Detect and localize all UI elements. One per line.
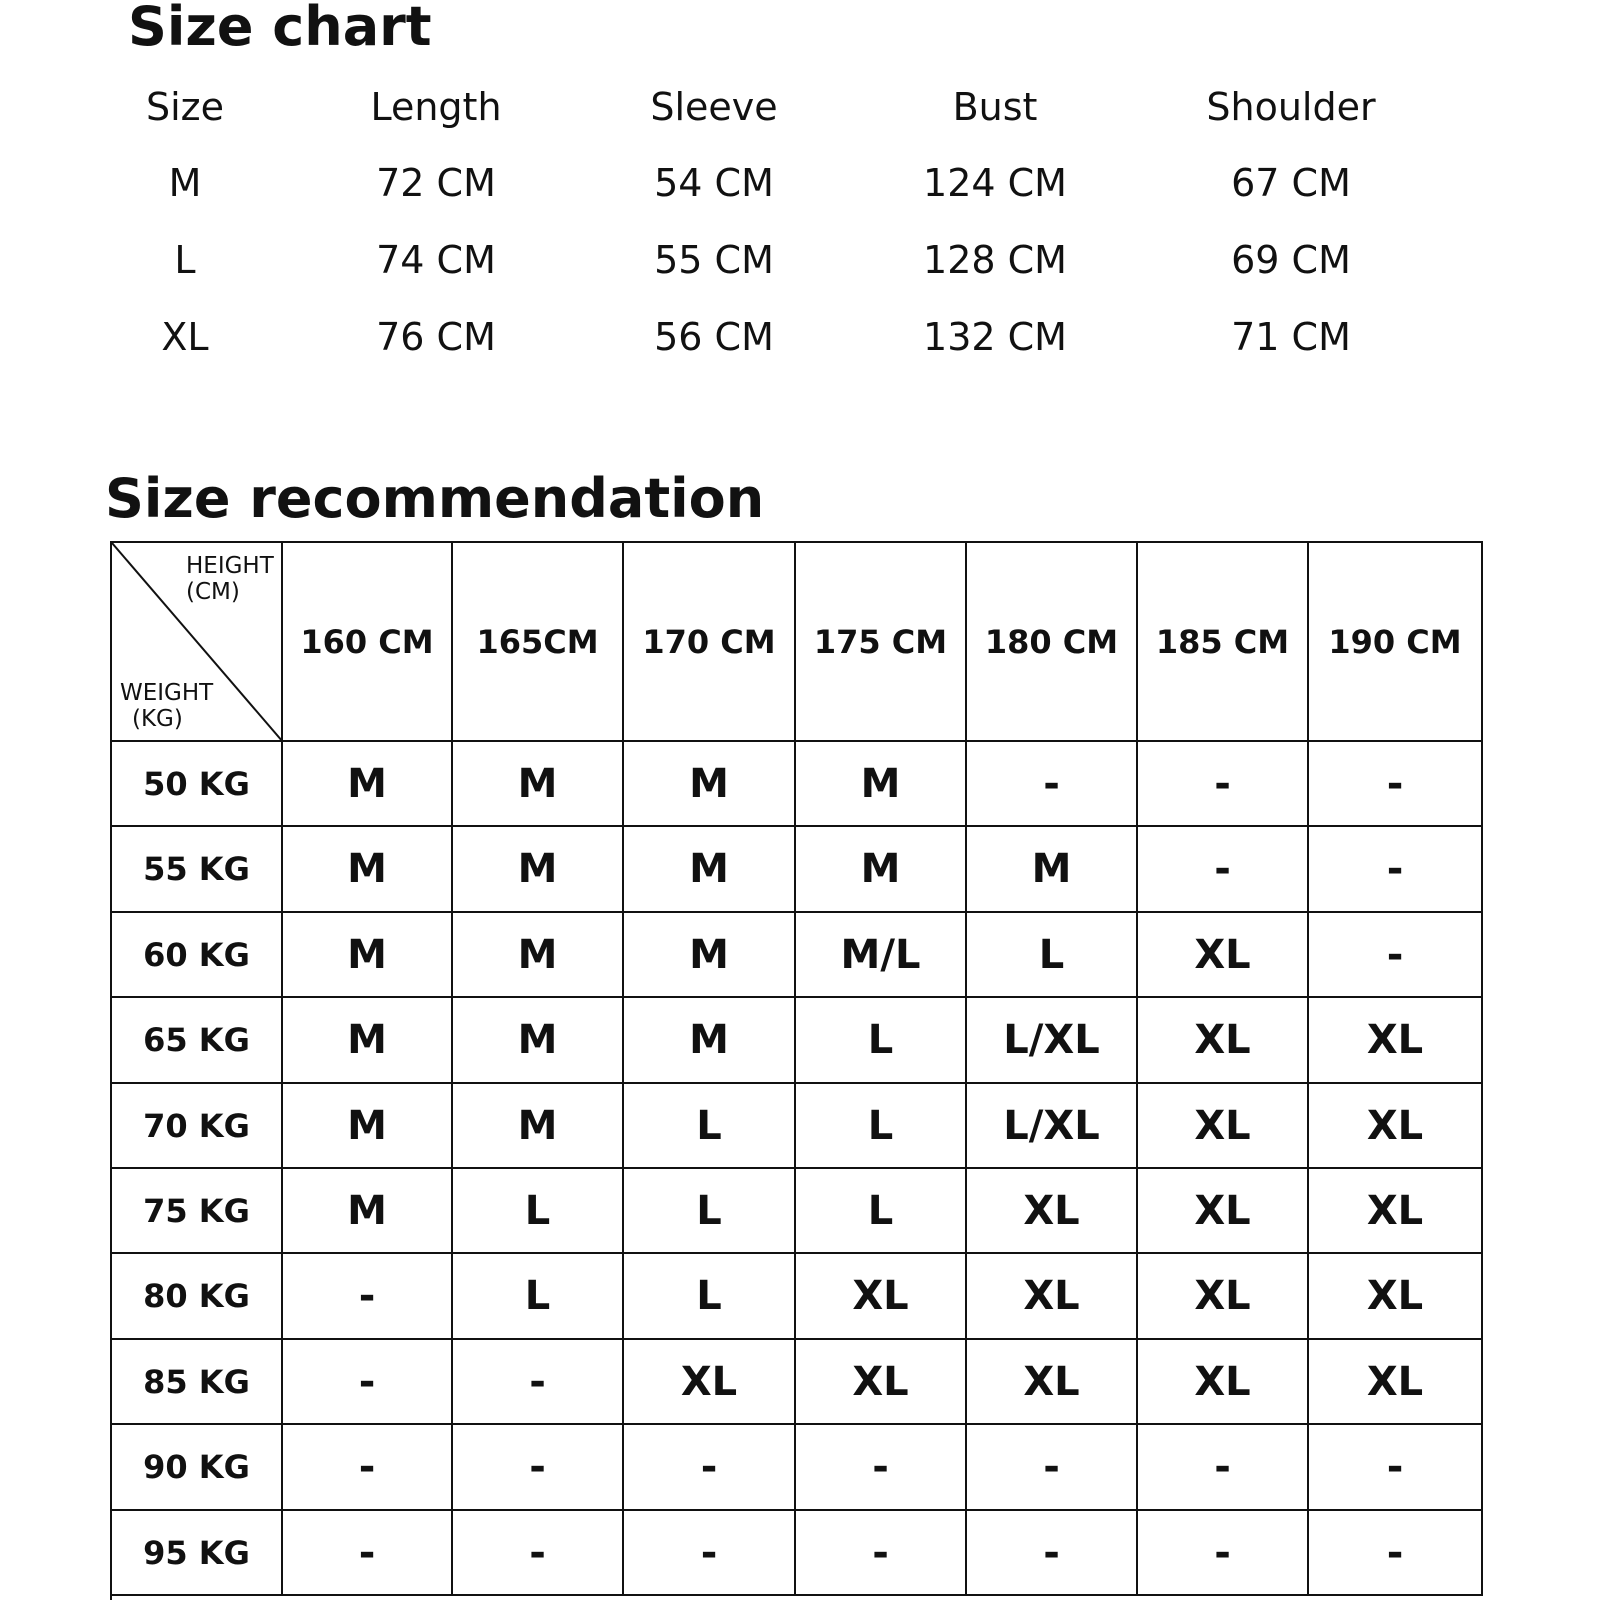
size-recommendation-row [112,1084,1483,1169]
recommended-size-cell: - [283,1511,453,1596]
recommended-size-cell: - [967,1511,1138,1596]
recommended-size-cell: XL [967,1340,1138,1425]
recommended-size-cell: L [624,1169,796,1254]
recommended-size-cell: XL [796,1340,967,1425]
recommended-size-cell: M [283,913,453,998]
recommended-size-cell: M [796,742,967,827]
height-header-cell: 160 CM [283,543,453,742]
recommended-size-cell: M/L [796,913,967,998]
recommended-size-cell: XL [1138,998,1309,1084]
recommended-size-cell: - [624,1511,796,1596]
weight-label-cell: 70 KG [112,1084,283,1169]
recommended-size-cell: - [453,1511,624,1596]
size-recommendation-row [112,1425,1483,1511]
recommended-size-cell: XL [967,1254,1138,1340]
size-chart-cell: 74 CM [376,238,496,282]
height-axis-unit: (CM) [186,579,240,605]
size-recommendation-table [110,541,1483,1600]
size-chart-header-cell: Size [145,85,224,129]
weight-label-cell: 65 KG [112,998,283,1084]
recommended-size-cell: L [967,913,1138,998]
recommended-size-cell: XL [1309,998,1483,1084]
recommended-size-cell: - [1138,1511,1309,1596]
size-recommendation-row [112,1511,1483,1596]
size-chart-cell: L [174,238,196,282]
weight-label-cell: 55 KG [112,827,283,913]
recommended-size-cell: XL [1309,1084,1483,1169]
weight-label-cell: 80 KG [112,1254,283,1340]
recommended-size-cell: XL [1138,1084,1309,1169]
recommended-size-cell: XL [624,1340,796,1425]
recommended-size-cell: M [283,1169,453,1254]
recommended-size-cell: - [1309,913,1483,998]
recommended-size-cell: XL [1138,1340,1309,1425]
weight-axis-unit: (KG) [132,706,183,732]
recommended-size-cell: - [1138,1425,1309,1511]
recommended-size-cell: - [796,1511,967,1596]
recommended-size-cell: - [624,1425,796,1511]
height-axis-label: HEIGHT [186,553,274,579]
weight-label-cell: 75 KG [112,1169,283,1254]
corner-header-cell [112,543,283,742]
size-chart-row [0,153,1600,213]
size-chart-row [0,230,1600,290]
recommended-size-cell: XL [1138,1169,1309,1254]
weight-label-cell: 95 KG [112,1511,283,1596]
recommended-size-cell: - [1309,742,1483,827]
size-chart-header-cell: Sleeve [650,85,778,129]
size-recommendation-row [112,1340,1483,1425]
recommended-size-cell: L/XL [967,1084,1138,1169]
height-header-cell: 165CM [453,543,624,742]
recommended-size-cell: - [1138,742,1309,827]
size-chart-header-row [0,77,1600,137]
recommended-size-cell: M [624,742,796,827]
size-chart-cell: 67 CM [1231,161,1351,205]
recommended-size-cell: L [796,1169,967,1254]
size-chart-cell: 72 CM [376,161,496,205]
recommended-size-cell: - [453,1425,624,1511]
recommended-size-cell: M [453,827,624,913]
recommended-size-cell: M [453,742,624,827]
recommended-size-cell: - [283,1425,453,1511]
height-header-cell: 170 CM [624,543,796,742]
recommended-size-cell: M [453,1084,624,1169]
recommended-size-cell: M [283,998,453,1084]
size-recommendation-row [112,1254,1483,1340]
recommended-size-cell: M [624,913,796,998]
size-recommendation-row [112,827,1483,913]
recommended-size-cell: M [453,913,624,998]
recommended-size-cell: L/XL [967,998,1138,1084]
recommended-size-cell: - [1309,1511,1483,1596]
recommended-size-cell: L [624,1084,796,1169]
weight-label-cell: 85 KG [112,1340,283,1425]
recommended-size-cell: - [1309,1425,1483,1511]
size-chart-cell: XL [161,315,209,359]
height-header-row [112,543,1483,742]
recommended-size-cell: - [967,1425,1138,1511]
recommended-size-cell: L [453,1254,624,1340]
recommended-size-cell: M [453,998,624,1084]
height-header-cell: 190 CM [1309,543,1483,742]
recommended-size-cell: M [283,742,453,827]
size-chart-title: Size chart [128,0,432,58]
recommended-size-cell: L [796,1084,967,1169]
recommended-size-cell: XL [1138,1254,1309,1340]
recommended-size-cell: M [283,827,453,913]
size-chart-header-cell: Bust [952,85,1038,129]
height-header-cell: 180 CM [967,543,1138,742]
recommended-size-cell: - [1138,827,1309,913]
size-chart-header-cell: Length [370,85,502,129]
recommended-size-cell: M [796,827,967,913]
recommended-size-cell: - [453,1340,624,1425]
size-chart-cell: 56 CM [654,315,774,359]
size-chart-cell: 71 CM [1231,315,1351,359]
recommended-size-cell: L [453,1169,624,1254]
recommended-size-cell: M [624,998,796,1084]
size-recommendation-title: Size recommendation [105,467,765,530]
size-recommendation-row [112,998,1483,1084]
weight-axis-label: WEIGHT [120,680,214,706]
size-chart-cell: 128 CM [923,238,1067,282]
height-header-cell: 175 CM [796,543,967,742]
recommended-size-cell: XL [1138,913,1309,998]
size-recommendation-row [112,1169,1483,1254]
recommended-size-cell: - [283,1340,453,1425]
recommended-size-cell: M [283,1084,453,1169]
size-chart-cell: M [168,161,202,205]
height-header-cell: 185 CM [1138,543,1309,742]
recommended-size-cell: - [796,1425,967,1511]
size-chart-header-cell: Shoulder [1206,85,1376,129]
size-chart-cell: 124 CM [923,161,1067,205]
recommended-size-cell: - [283,1254,453,1340]
recommended-size-cell: XL [1309,1340,1483,1425]
weight-label-cell: 50 KG [112,742,283,827]
recommended-size-cell: XL [967,1169,1138,1254]
recommended-size-cell: L [796,998,967,1084]
recommended-size-cell: - [1309,827,1483,913]
weight-label-cell: 90 KG [112,1425,283,1511]
size-recommendation-row [112,913,1483,998]
recommended-size-cell: M [624,827,796,913]
size-chart-cell: 69 CM [1231,238,1351,282]
size-chart-cell: 55 CM [654,238,774,282]
size-chart-row [0,307,1600,367]
recommended-size-cell: XL [1309,1169,1483,1254]
recommended-size-cell: XL [796,1254,967,1340]
size-chart-cell: 132 CM [923,315,1067,359]
size-chart-cell: 76 CM [376,315,496,359]
recommended-size-cell: - [967,742,1138,827]
weight-label-cell: 60 KG [112,913,283,998]
recommended-size-cell: L [624,1254,796,1340]
size-recommendation-row [112,742,1483,827]
recommended-size-cell: XL [1309,1254,1483,1340]
recommended-size-cell: M [967,827,1138,913]
size-chart-cell: 54 CM [654,161,774,205]
